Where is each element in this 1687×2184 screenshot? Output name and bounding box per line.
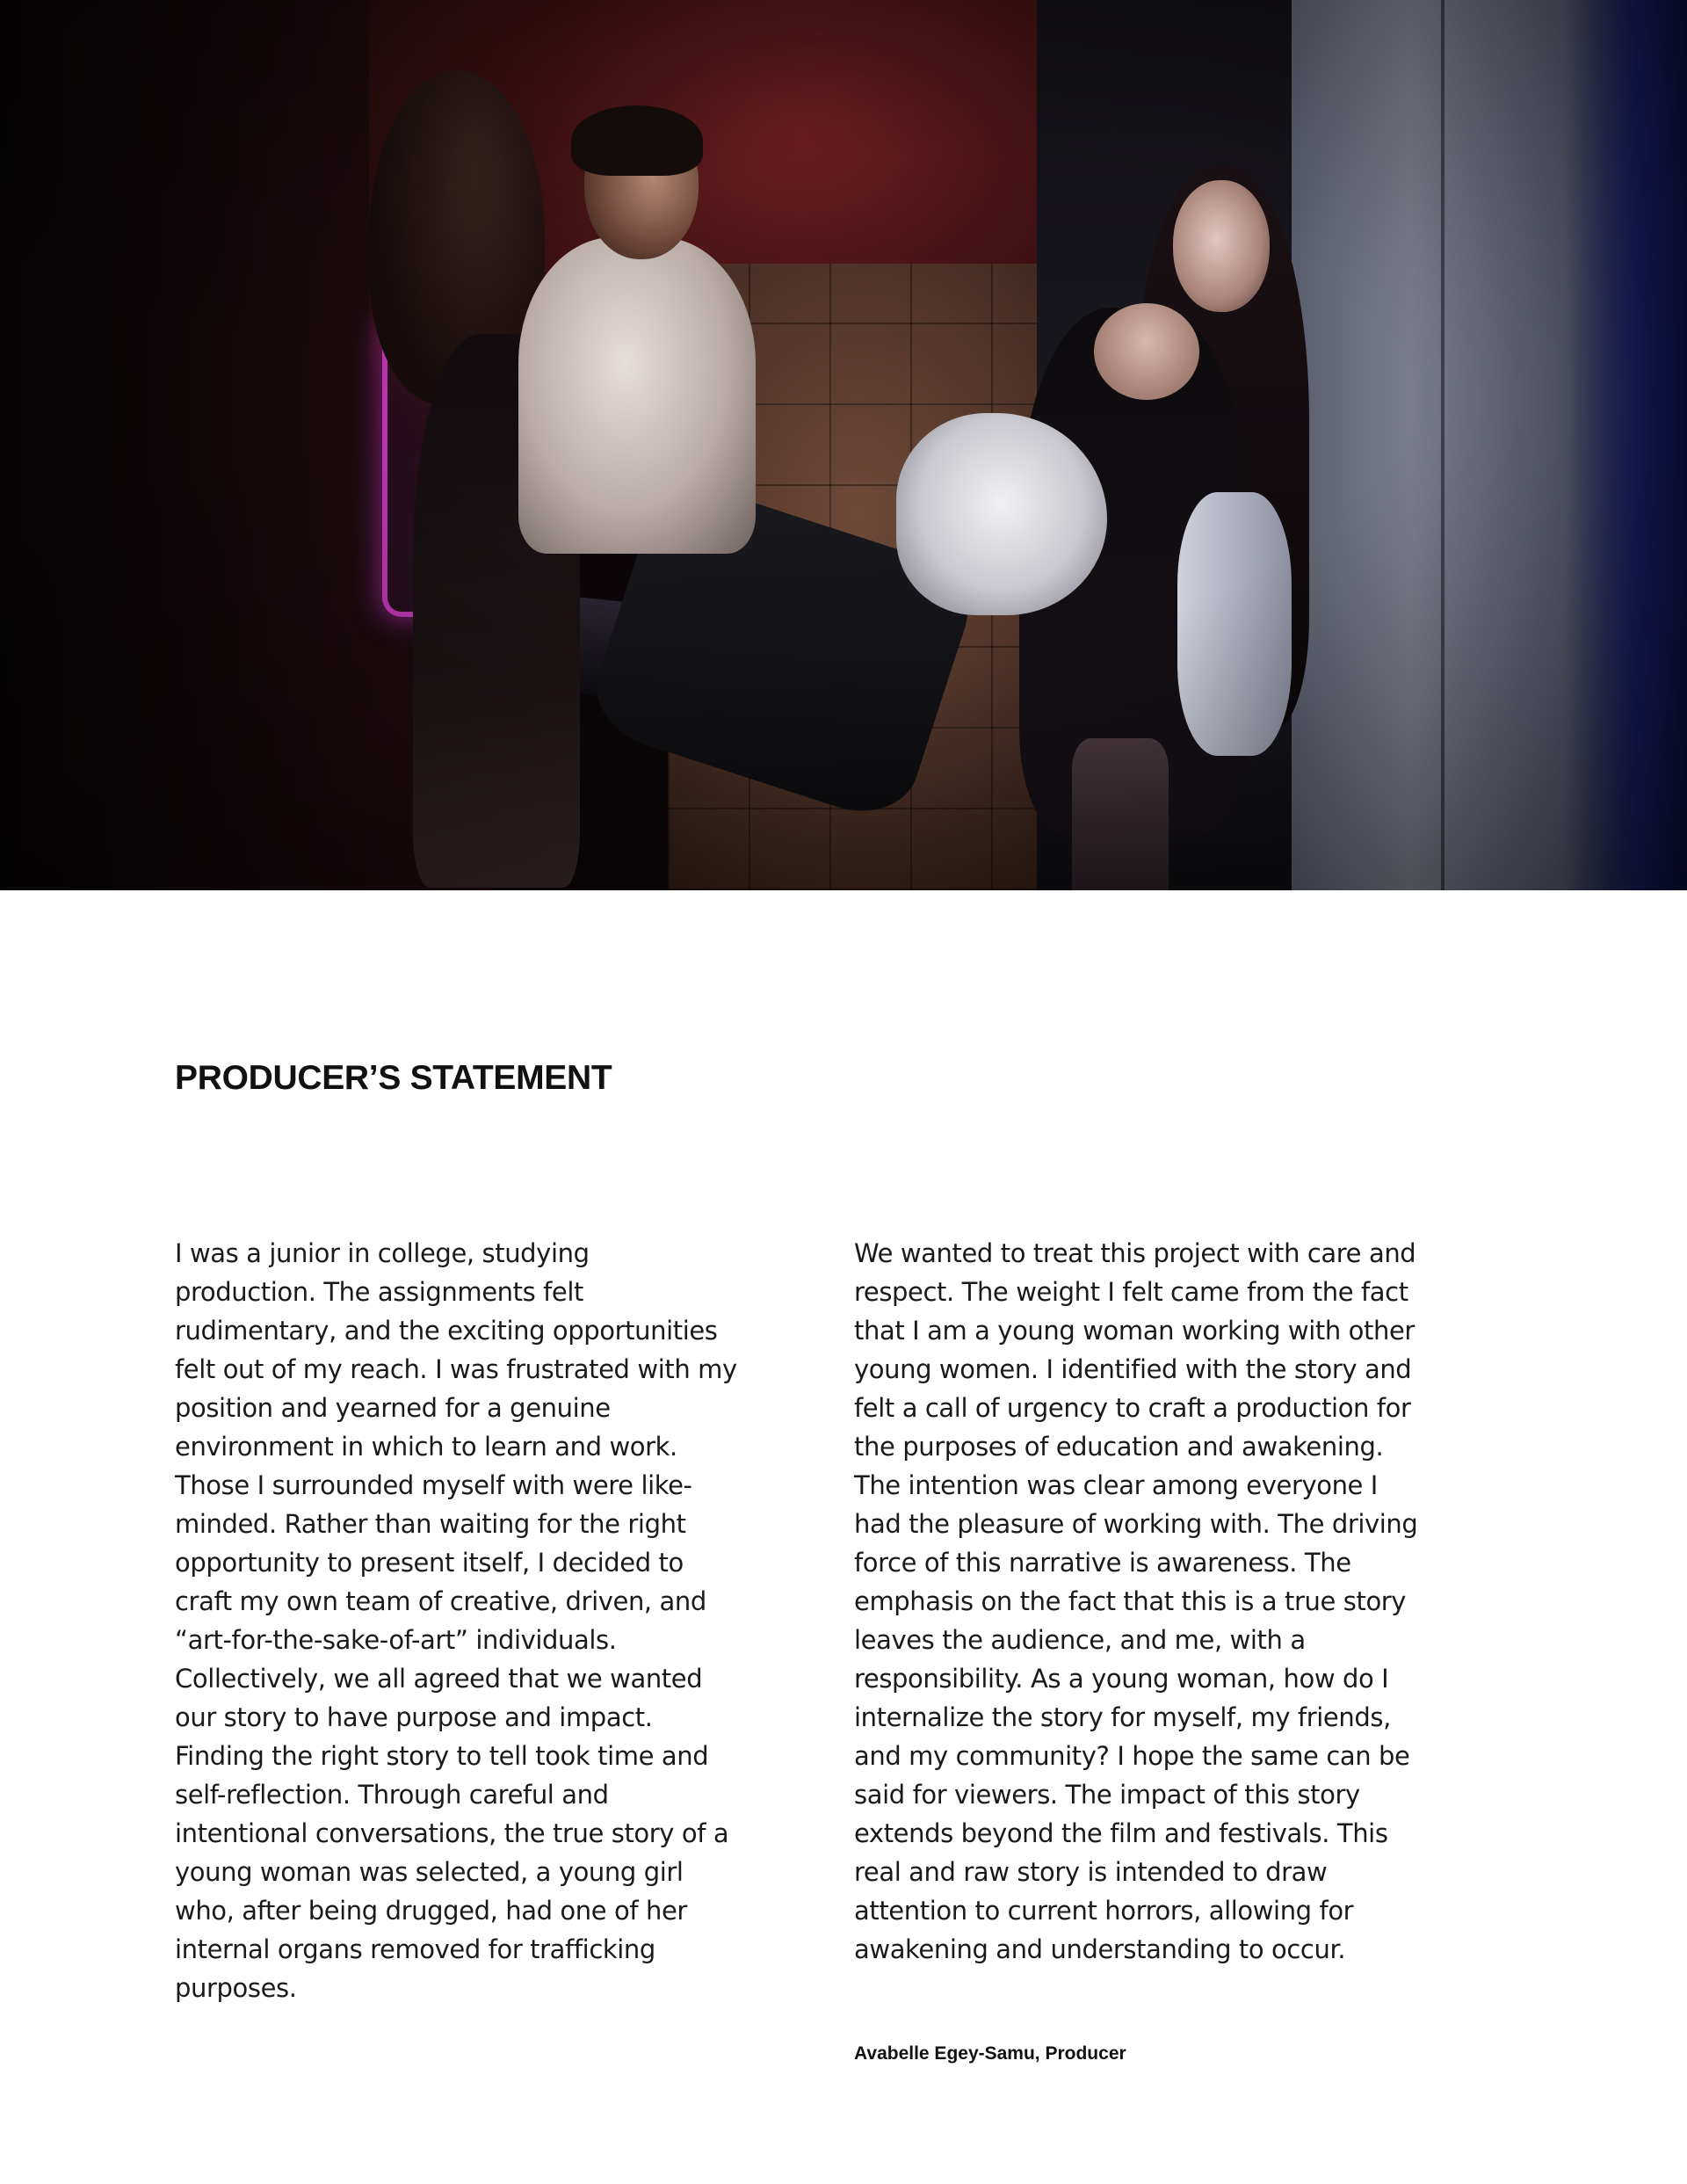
page-title: PRODUCER’S STATEMENT [175,1059,612,1097]
hero-photo [0,0,1687,890]
statement-paragraph-left: I was a junior in college, studying production. The assignments felt rudimentary, and the exciting opportunities felt out of my reach. I was frustrated with my position and yearned for a genuine environment in which to learn and work. Those I surrounded myself with were like-minded. Rather than waiting for the right opportunity to present itself, I decided to craft my own team of creative, driven, and “art-for-the-sake-of-art” individuals. Collectively, we all agreed that we wanted our story to have purpose and impact. Finding the right story to tell took time and self-reflection. Through careful and intentional conversations, the true story of a young woman was selected, a young girl who, after being drugged, had one of her internal organs removed for trafficking purposes. [175,1238,737,2003]
statement-paragraph-right: We wanted to treat this project with care and respect. The weight I felt came from the fact that I am a young woman working with other young women. I identified with the story and felt a call of urgency to craft a production for the purposes of education and awakening. The intention was clear among everyone I had the pleasure of working with. The driving force of this narrative is awareness. The emphasis on the fact that this is a true story leaves the audience, and me, with a responsibility. As a young woman, how do I internalize the story for myself, my friends, and my community? I hope the same can be said for viewers. The impact of this story extends beyond the film and festivals. This real and raw story is intended to draw attention to current horrors, allowing for awakening and understanding to occur. [854,1238,1418,1964]
photo-vignette [0,0,1687,890]
producer-signature: Avabelle Egey-Samu, Producer [854,2043,1126,2064]
